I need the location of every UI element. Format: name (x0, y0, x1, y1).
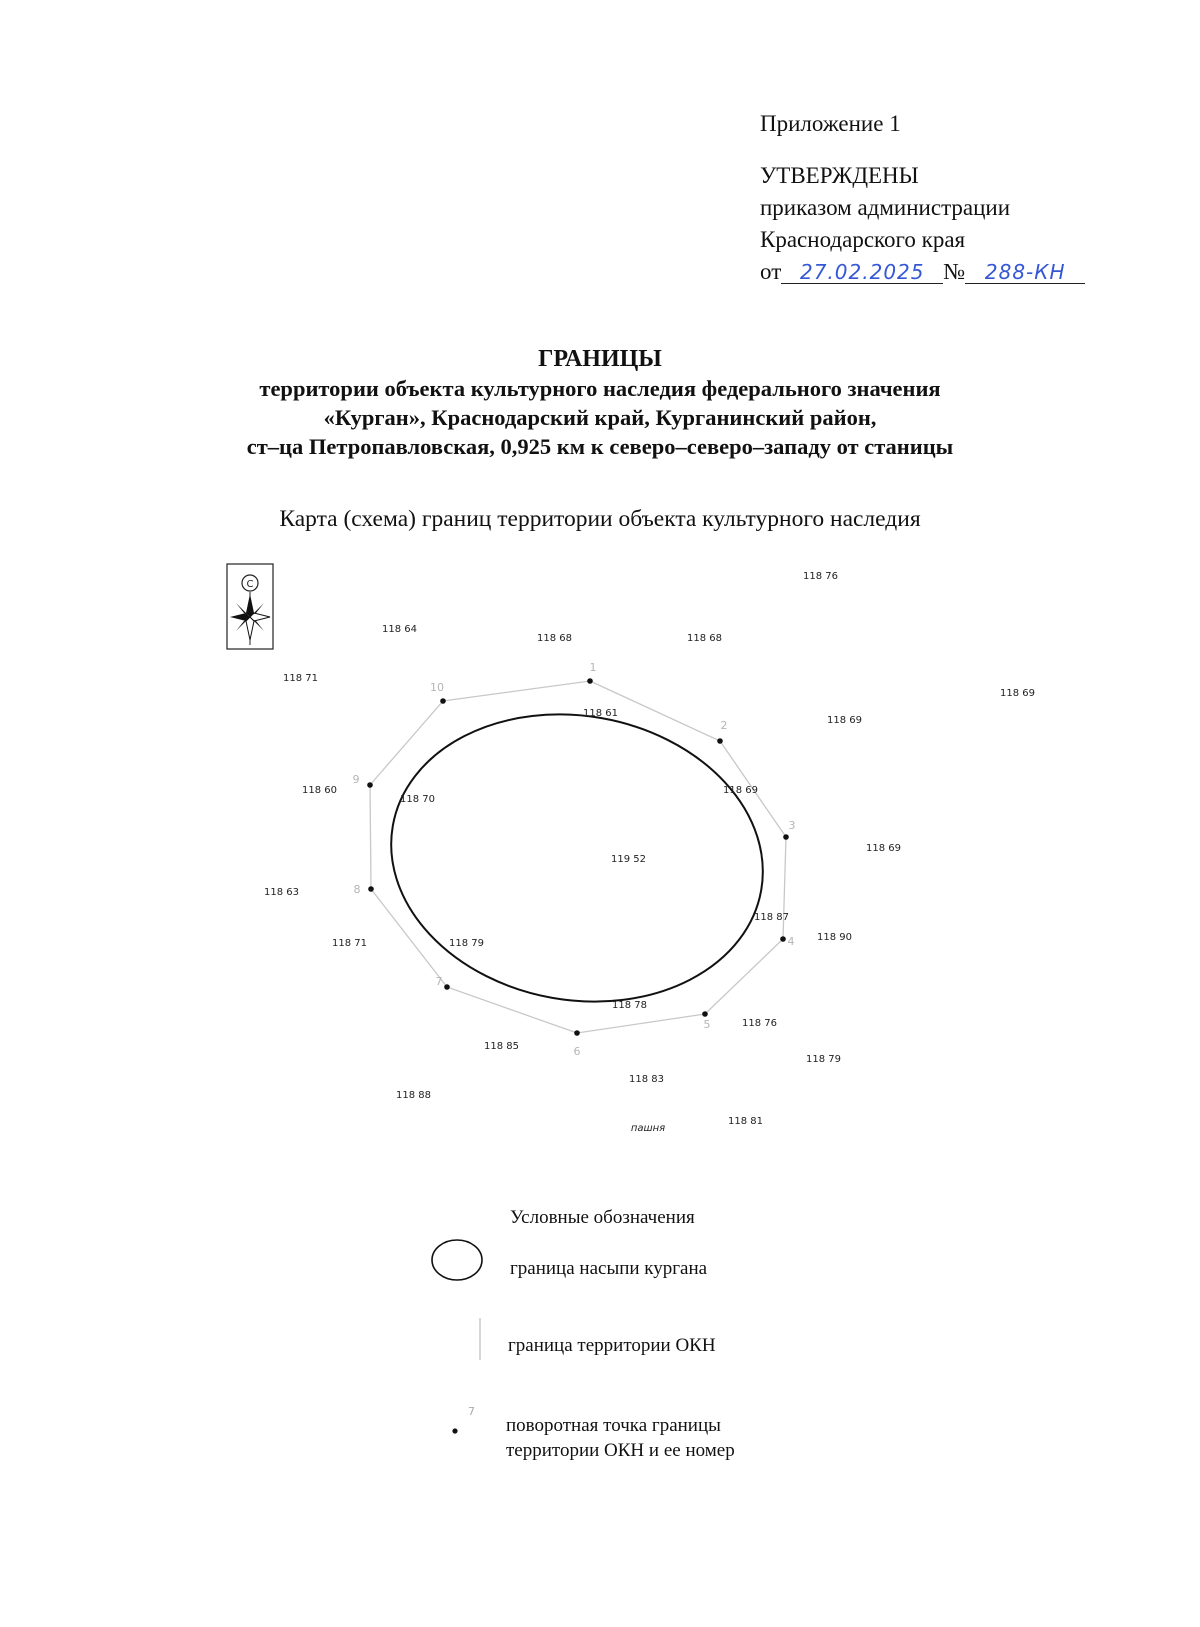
title-line-2: территории объекта культурного наследия федерального значения (259, 376, 941, 401)
turning-points (353, 661, 796, 1058)
elevation-label: 118 90 (817, 932, 852, 943)
elevation-label: 118 76 (742, 1018, 777, 1029)
elevation-label: 118 76 (803, 571, 838, 582)
legend-mound-symbol (432, 1240, 482, 1280)
legend-item-point-line1: поворотная точка границы (506, 1415, 721, 1436)
elevation-label: 118 69 (866, 843, 901, 854)
turning-point-8 (368, 886, 374, 892)
elevation-label: 118 85 (484, 1041, 519, 1052)
number-prefix: № (943, 259, 966, 284)
date-prefix: от (760, 259, 782, 284)
elevation-label: 118 79 (806, 1054, 841, 1065)
turning-point-number: 10 (430, 681, 444, 694)
turning-point-number: 5 (703, 1018, 711, 1031)
appendix-label: Приложение 1 (760, 111, 901, 136)
elevation-labels (264, 571, 1035, 1127)
order-line-1: приказом администрации (760, 195, 1011, 220)
order-line-2: Краснодарского края (760, 227, 966, 252)
turning-point-number: 7 (435, 975, 443, 988)
elevation-label: 118 69 (1000, 688, 1035, 699)
turning-point-4 (780, 936, 786, 942)
elevation-label: 118 61 (583, 708, 618, 719)
elevation-label: 118 69 (827, 715, 862, 726)
elevation-label: 118 83 (629, 1074, 664, 1085)
field-label: пашня (630, 1123, 666, 1134)
elevation-label: 118 63 (264, 887, 299, 898)
turning-point-6 (574, 1030, 580, 1036)
territory-boundary (370, 681, 786, 1033)
turning-point-9 (367, 782, 373, 788)
title-line-1: ГРАНИЦЫ (538, 346, 662, 372)
elevation-label: 118 70 (400, 794, 435, 805)
turning-point-2 (717, 738, 723, 744)
turning-point-1 (587, 678, 593, 684)
turning-point-number: 3 (788, 819, 796, 832)
mound-boundary (368, 686, 786, 1031)
legend-title: Условные обозначения (510, 1207, 695, 1228)
legend-point-symbol (452, 1428, 457, 1433)
turning-point-5 (702, 1011, 708, 1017)
elevation-label: 118 87 (754, 912, 789, 923)
approved-label: УТВЕРЖДЕНЫ (760, 163, 919, 188)
elevation-label: 118 79 (449, 938, 484, 949)
map-title: Карта (схема) границ территории объекта культурного наследия (279, 506, 921, 532)
elevation-label: 118 64 (382, 624, 417, 635)
elevation-label: 118 71 (332, 938, 367, 949)
turning-point-number: 6 (573, 1045, 581, 1058)
elevation-label: 118 81 (728, 1116, 763, 1127)
elevation-label: 119 52 (611, 854, 646, 865)
elevation-label: 118 78 (612, 1000, 647, 1011)
turning-point-number: 4 (787, 935, 795, 948)
legend-point-number: 7 (468, 1405, 475, 1418)
elevation-label: 118 69 (723, 785, 758, 796)
turning-point-7 (444, 984, 450, 990)
turning-point-3 (783, 834, 789, 840)
elevation-label: 118 71 (283, 673, 318, 684)
number-value: 288-КН (984, 260, 1066, 284)
turning-point-number: 8 (353, 883, 361, 896)
elevation-label: 118 88 (396, 1090, 431, 1101)
elevation-label: 118 68 (537, 633, 572, 644)
turning-point-number: 1 (589, 661, 597, 674)
turning-point-number: 2 (720, 719, 728, 732)
elevation-label: 118 68 (687, 633, 722, 644)
legend-item-mound: граница насыпи кургана (510, 1258, 708, 1279)
elevation-label: 118 60 (302, 785, 337, 796)
date-value: 27.02.2025 (799, 260, 925, 284)
legend-item-territory: граница территории ОКН (508, 1335, 716, 1356)
turning-point-number: 9 (352, 773, 360, 786)
legend-item-point-line2: территории ОКН и ее номер (506, 1440, 735, 1461)
title-line-3: «Курган», Краснодарский край, Курганинский район, (323, 405, 877, 430)
legend-item-point (506, 1413, 735, 1463)
compass-rose-icon (227, 564, 273, 649)
turning-point-10 (440, 698, 446, 704)
compass-letter: С (246, 579, 254, 590)
title-line-4: ст–ца Петропавловская, 0,925 км к северо–северо–западу от станицы (246, 434, 954, 459)
